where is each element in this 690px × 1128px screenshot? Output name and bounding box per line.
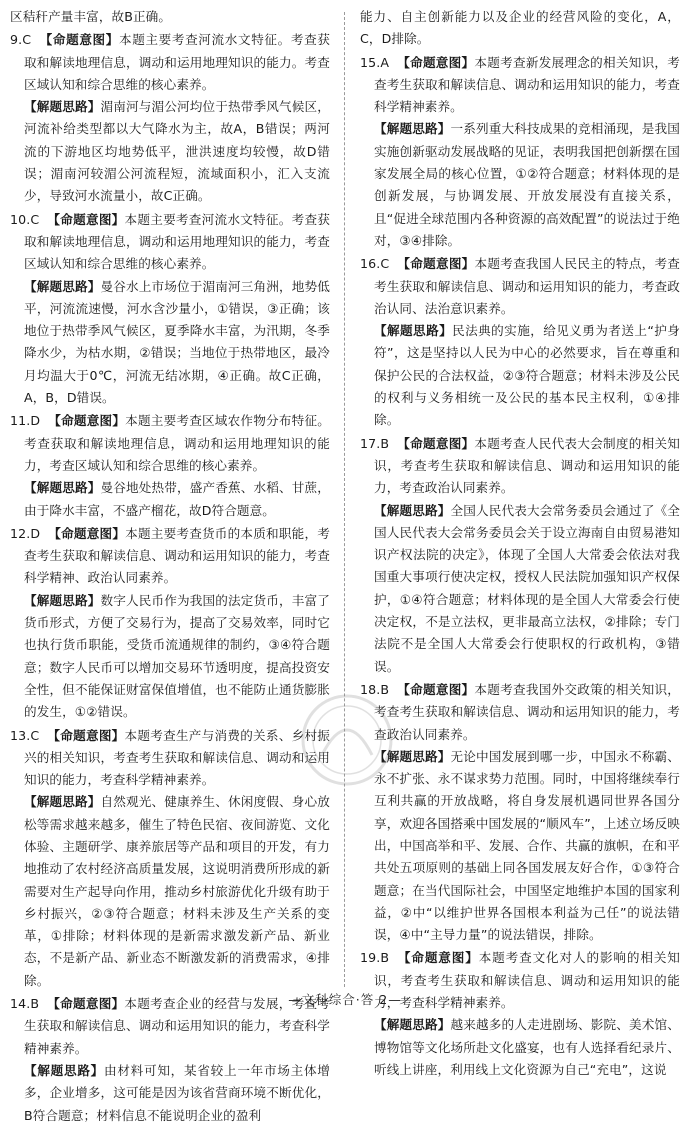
question-number: 17. (360, 435, 381, 451)
question-number: 12. (10, 525, 31, 541)
answer-letter: B (30, 996, 40, 1012)
intent-paragraph (10, 523, 330, 590)
solution-text: 越来越多的人走进剧场、影院、美术馆、博物馆等文化场所赴文化盛宴，也有人选择看纪录片、听线上讲座，利用线上文化资源为自己“充电”，这说 (374, 1017, 680, 1077)
right-column (360, 6, 680, 1082)
answer-letter: C (380, 256, 390, 272)
continued-text: 能力、自主创新能力以及企业的经营风险的变化，A，C，D排除。 (360, 9, 680, 47)
intent-text: 本题考查人民代表大会制度的相关知识，考查考生获取和解读信息、调动和运用知识的能力，考查政治认同素养。 (374, 435, 680, 496)
column-divider (344, 12, 345, 987)
solution-text: 数字人民币作为我国的法定货币，丰富了货币形式，方便了交易行为，提高了交易效率，同时它也执行货币职能，受货币流通规律的制约，③④符合题意；数字人民币可以增加交易环节透明度，提高投资安全性，但不能保证财富保值增值，也不能防止通货膨胀的发生，①②错误。 (24, 592, 330, 720)
solution-tag: 【解题思路】 (374, 502, 451, 518)
solution-tag: 【解题思路】 (24, 592, 101, 608)
question-number: 11. (10, 413, 31, 429)
question-q12 (10, 523, 330, 724)
question-q18 (360, 679, 680, 947)
intent-tag: 【命题意图】 (47, 996, 125, 1012)
solution-paragraph (10, 276, 330, 410)
continued-text: 区秸秆产量丰富，故B正确。 (10, 9, 172, 24)
page-footer: —文科综合·答 2— (288, 992, 402, 1007)
intent-text: 本题考查企业的经营与发展，考查考生获取和解读信息、调动和运用知识的能力，考查科学精神素养。 (24, 996, 330, 1056)
left-column (10, 6, 330, 1128)
question-q15 (360, 52, 680, 253)
intent-paragraph (10, 209, 330, 276)
intent-paragraph (360, 433, 680, 500)
continued-text (360, 6, 680, 51)
intent-text: 本题考查我国人民民主的特点，考查考生获取和解读信息、调动和运用知识的能力，考查政治认同、法治意识素养。 (374, 256, 680, 316)
intent-paragraph (10, 725, 330, 792)
intent-tag: 【命题意图】 (397, 950, 479, 966)
solution-tag: 【解题思路】 (24, 278, 101, 294)
solution-text: 曼谷地处热带，盛产香蕉、水稻、甘蔗，由于降水丰富，不盛产榴花，故D符合题意。 (24, 480, 330, 518)
intent-paragraph (10, 410, 330, 477)
intent-tag: 【命题意图】 (397, 54, 475, 70)
solution-tag: 【解题思路】 (24, 1062, 104, 1078)
solution-paragraph (10, 590, 330, 724)
intent-text: 本题主要考查河流水文特征。考查获取和解读地理信息，调动和运用地理知识的能力，考查区域认知和综合思维的核心素养。 (24, 211, 330, 272)
solution-paragraph (10, 791, 330, 992)
answer-letter: D (30, 413, 41, 429)
solution-paragraph (360, 1014, 680, 1081)
solution-tag: 【解题思路】 (374, 121, 451, 137)
solution-tag: 【解题思路】 (24, 480, 101, 496)
question-number: 9. (10, 32, 23, 48)
solution-text: 湄南河与湄公河均位于热带季风气候区，河流补给类型都以大气降水为主，故A，B错误；两河流的下游地区均地势低平，泄洪速度均较慢，故D错误；湄南河较湄公河流程短，流域面积小，汇入支流少，导致河水流量小，故C正确。 (24, 99, 330, 204)
question-q11 (10, 410, 330, 521)
question-number: 10. (10, 211, 31, 227)
solution-text: 无论中国发展到哪一步，中国永不称霸、永不扩张、永不谋求势力范围。同时，中国将继续奉行互利共赢的开放战略，将自身发展机遇同世界各国分享，欢迎各国搭乘中国发展的“顺风车”，上述立场反映出，中国高举和平、发展、合作、共赢的旗帜，在和平共处五项原则的基础上同各国发展友好合作，①③符合题意；在当代国际社会，中国坚定地维护本国的国家利益，②中“以维护世界各国根本利益为己任”的说法错误，④中“主导力量”的说法错误，排除。 (374, 748, 680, 943)
solution-text: 民法典的实施，给见义勇为者送上“护身符”，这是坚持以人民为中心的必然要求，旨在尊重和保护公民的合法权益，②③符合题意；材料未涉及公民的权利与义务相统一及公民的基本民主权利，①④排除。 (374, 323, 681, 428)
intent-text: 本题考查生产与消费的关系、乡村振兴的相关知识，考查考生获取和解读信息、调动和运用知识的能力，考查科学精神素养。 (24, 727, 330, 788)
solution-paragraph (10, 1060, 330, 1127)
question-q13 (10, 725, 330, 993)
question-number: 13. (10, 727, 31, 743)
intent-tag: 【命题意图】 (397, 256, 475, 272)
question-q9 (10, 29, 330, 207)
intent-tag: 【命题意图】 (397, 681, 475, 697)
question-q10 (10, 209, 330, 410)
solution-tag: 【解题思路】 (374, 748, 451, 764)
intent-tag: 【命题意图】 (47, 727, 125, 743)
intent-paragraph (360, 253, 680, 320)
question-number: 15. (360, 54, 381, 70)
answer-letter: B (380, 435, 390, 451)
intent-text: 本题考查我国外交政策的相关知识，考查考生获取和解读信息、调动和运用知识的能力，考查政治认同素养。 (374, 681, 680, 742)
answer-letter: D (30, 525, 41, 541)
intent-tag: 【命题意图】 (39, 32, 119, 48)
intent-text: 本题主要考查区域农作物分布特征。考查获取和解读地理信息，调动和运用地理知识的能力，考查区域认知和综合思维的核心素养。 (24, 413, 330, 473)
solution-paragraph (360, 320, 680, 431)
question-number: 14. (10, 996, 31, 1012)
solution-tag: 【解题思路】 (374, 1017, 451, 1033)
question-q19 (360, 947, 680, 1081)
solution-paragraph (360, 500, 680, 678)
answer-letter: A (380, 54, 390, 70)
solution-text: 一系列重大科技成果的竞相涌现，是我国实施创新驱动发展战略的见证，表明我国把创新摆在国家发展全局的核心位置，①②符合题意；材料体现的是创新发展，与协调发展、开放发展没有直接关系，且“促进全球范围内各种资源的高效配置”的说法过于绝对，③④排除。 (374, 121, 680, 248)
intent-tag: 【命题意图】 (397, 435, 475, 451)
intent-paragraph (10, 29, 330, 96)
solution-paragraph (360, 746, 680, 947)
solution-tag: 【解题思路】 (24, 99, 101, 115)
intent-text: 本题考查新发展理念的相关知识，考查考生获取和解读信息、调动和运用知识的能力，考查科学精神素养。 (374, 54, 680, 115)
solution-paragraph (10, 477, 330, 522)
intent-tag: 【命题意图】 (48, 413, 126, 429)
intent-paragraph (360, 52, 680, 119)
answer-letter: B (380, 950, 390, 966)
answer-letter: B (380, 681, 390, 697)
question-q17 (360, 433, 680, 678)
intent-text: 本题考查文化对人的影响的相关知识，考查考生获取和解读信息、调动和运用知识的能力，考查科学精神素养。 (374, 950, 680, 1011)
answer-letter: C (30, 727, 40, 743)
question-number: 19. (360, 950, 381, 966)
question-number: 16. (360, 256, 381, 272)
solution-paragraph (360, 118, 680, 252)
intent-paragraph (360, 679, 680, 746)
solution-tag: 【解题思路】 (24, 794, 101, 810)
intent-tag: 【命题意图】 (47, 211, 125, 227)
intent-text: 本题主要考查货币的本质和职能，考查考生获取和解读信息、调动和运用知识的能力，考查科学精神、政治认同素养。 (24, 525, 330, 586)
solution-text: 由材料可知，某省较上一年市场主体增多，企业增多，这可能是因为该省营商环境不断优化，B符合题意；材料信息不能说明企业的盈利 (24, 1062, 330, 1123)
question-number: 18. (360, 681, 381, 697)
solution-text: 自然观光、健康养生、休闲度假、身心放松等需求越来越多，催生了特色民宿、夜间游览、文化体验、主题研学、康养旅居等产品和项目的开发，有力地推动了农村经济高质量发展，这说明消费所形成的新需要对生产起导向作用，推动乡村旅游优化升级有助于乡村振兴，②③符合题意；材料未涉及生产关系的变革，①排除；材料体现的是新需求激发新产品、新业态，不是新产品、新业态不断激发新的消费需求，④排除。 (24, 794, 330, 988)
question-q16 (360, 253, 680, 431)
continued-text (10, 6, 330, 28)
answer-letter: C (30, 211, 40, 227)
solution-paragraph (10, 96, 330, 207)
watermark-logo-icon (292, 685, 402, 795)
question-q14 (10, 993, 330, 1127)
solution-tag: 【解题思路】 (374, 323, 453, 339)
answer-letter: C (22, 32, 32, 48)
solution-text: 全国人民代表大会常务委员会通过了《全国人民代表大会常务委员会关于设立海南自由贸易港知识产权法院的决定》，体现了全国人大常委会依法对我国重大事项行使决定权，授权人民法院加强知识产权保护，①④符合题意；材料体现的是全国人大常委会行使决定权，不是立法权，更非最高立法权，②排除；专门法院不是全国人大常委会行使职权的行政机构，③错误。 (374, 502, 680, 674)
intent-text: 本题主要考查河流水文特征。考查获取和解读地理信息，调动和运用地理知识的能力。考查区域认知和综合思维的核心素养。 (24, 32, 330, 92)
intent-tag: 【命题意图】 (48, 525, 126, 541)
solution-text: 曼谷水上市场位于湄南河三角洲，地势低平，河流流速慢，河水含沙量小，①错误，③正确；该地位于热带季风气候区，夏季降水丰富，为汛期，冬季降水少，为枯水期，②错误；当地位于热带地区，最冷月均温大于0℃，河流无结冰期，④正确。故C正确，A，B，D错误。 (24, 278, 330, 406)
